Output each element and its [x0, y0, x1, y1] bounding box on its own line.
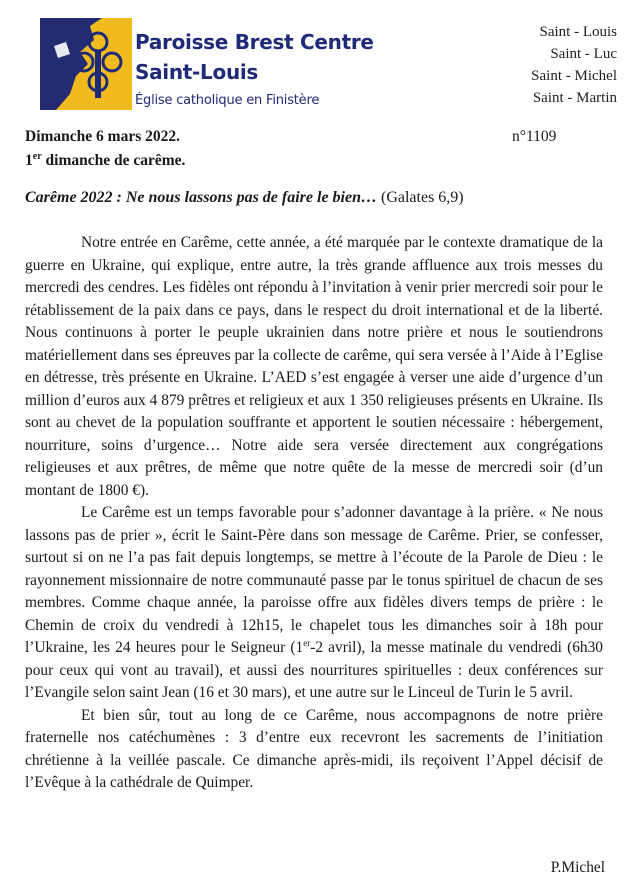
- issue-number: n°1109: [512, 128, 557, 145]
- paragraph: Notre entrée en Carême, cette année, a été marquée par le contexte dramatique de la guerre en Ukraine, qui explique, entre autre, la très grande affluence aux trois messes du mercredi des cendres. Les fidèles ont répondu à l’invitation à venir prier mercredi soir pour le rétablissement de la paix dans ce pays, dans le respect du droit international et de la liberté. Nous continuons à porter le peuple ukrainien dans notre prière et nous le soutiendrons matériellement dans ses épreuves par la collecte de carême, qui sera versée à l’Aide à l’Eglise en détresse, très présente en Ukraine. L’AED s’est engagée à verser une aide d’urgence d’un million d’euros aux 4 879 prêtres et religieux et aux 1 350 religieuses présents en Ukraine. Ils sont au chevet de la population souffrante et apportent le soutien nécessaire : hébergement, nourriture, soins d’urgence… Notre aide sera versée directement aux congrégations religieuses et aux prêtres, de même que notre quête de la messe de mercredi soir (d’un montant de 1800 €).: [25, 234, 603, 499]
- brand-subtitle: Saint-Louis: [135, 60, 259, 84]
- sunday-number: 1: [25, 152, 33, 169]
- sunday-line: [25, 149, 185, 173]
- article-title: [25, 186, 464, 210]
- cross-logo-icon: [40, 18, 132, 110]
- date-block: [25, 125, 185, 173]
- paragraph-text: -2 avril), la messe matinale du vendredi (6h30 pour ceux qui vont au travail), et aussi des nourritures spirituelles : deux conférences sur l’Evangile selon saint Jean (16 et 30 mars), et une autre sur le Linceul de Turin le 5 avril.: [25, 639, 603, 701]
- scripture-reference: (Galates 6,9): [377, 189, 464, 206]
- paragraph: [25, 502, 603, 705]
- parish-name: Saint - Michel: [531, 68, 617, 84]
- parish-name: Saint - Louis: [539, 24, 617, 40]
- brand-title: Paroisse Brest Centre: [135, 30, 374, 54]
- date-line: Dimanche 6 mars 2022.: [25, 128, 180, 145]
- sunday-ordinal: er: [32, 150, 42, 162]
- signature: P.Michel: [550, 859, 605, 876]
- sunday-text: dimanche de carême.: [41, 152, 186, 169]
- article-body: [25, 232, 603, 795]
- ordinal-sup: er: [303, 637, 311, 648]
- brand-tagline: Église catholique en Finistère: [135, 93, 320, 108]
- parish-name: Saint - Luc: [550, 46, 617, 62]
- paragraph-text: Le Carême est un temps favorable pour s’adonner davantage à la prière. « Ne nous lassons pas de prier », écrit le Saint-Père dans son message de Carême. Prier, se confesser, surtout si on ne l’a pas fait depuis longtemps, se mettre à l’écoute de la Parole de Dieu : le rayonnement missionnaire de notre communauté passe par le tonus spirituel de chacun de ses membres. Comme chaque année, la paroisse offre aux fidèles divers temps de prière : le Chemin de croix du vendredi à 12h15, le chapelet tous les dimanches soir à 18h pour l’Ukraine, les 24 heures pour le Seigneur (1: [25, 504, 603, 656]
- article-title-text: Carême 2022 : Ne nous lassons pas de faire le bien…: [25, 189, 377, 206]
- header: [0, 0, 627, 120]
- parish-list: [531, 21, 617, 109]
- parish-name: Saint - Martin: [532, 90, 617, 106]
- paragraph: Et bien sûr, tout au long de ce Carême, nous accompagnons de notre prière fraternelle nos catéchumènes : 3 d’entre eux recevront les sacrements de l’initiation chrétienne à la veillée pascale. Ce dimanche après-midi, ils reçoivent l’Appel décisif de l’Evêque à la cathédrale de Quimper.: [25, 706, 603, 791]
- brand-block: [135, 27, 374, 111]
